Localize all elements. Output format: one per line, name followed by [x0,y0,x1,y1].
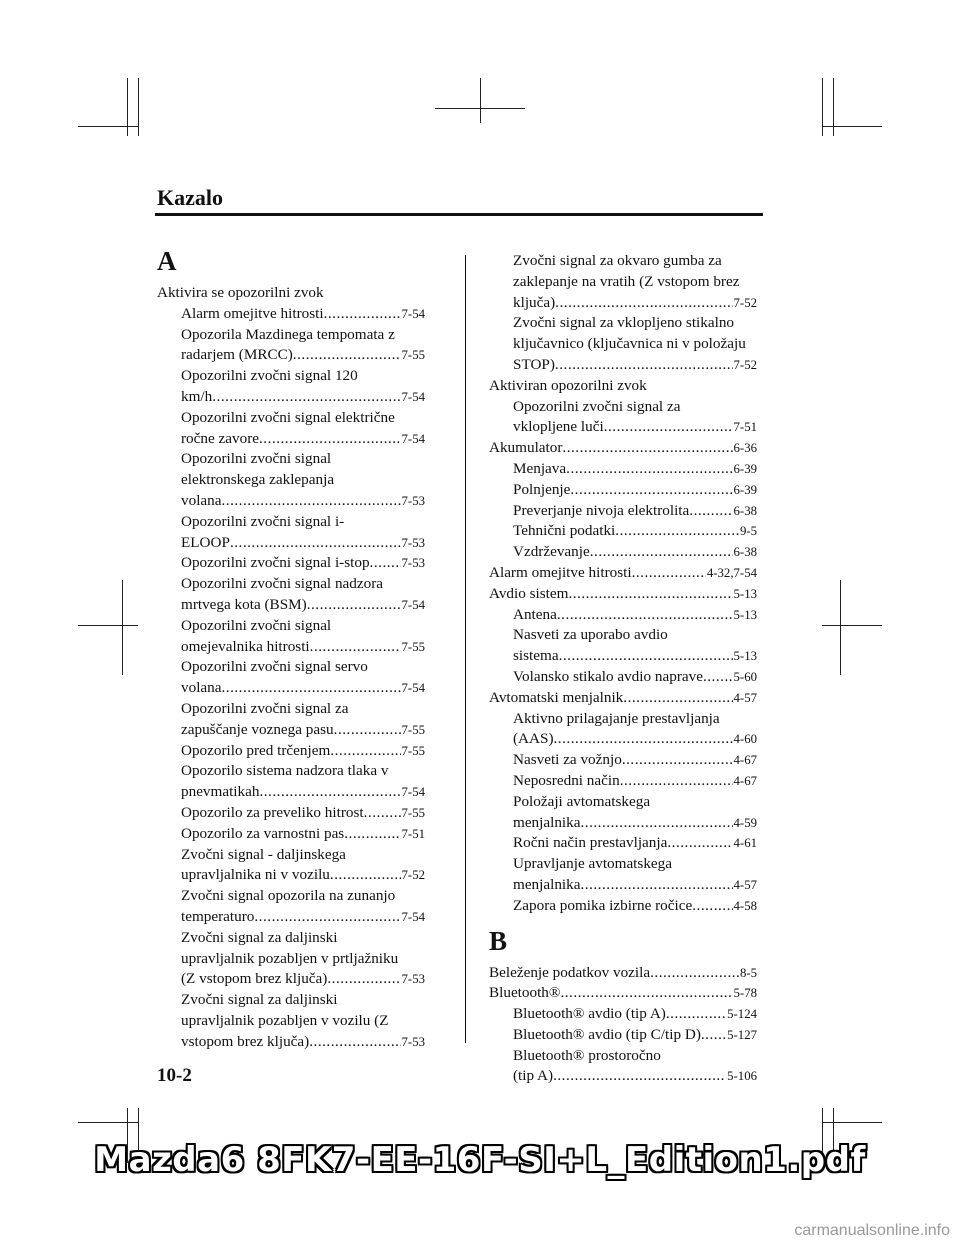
dot-leader [293,345,401,366]
index-entry [489,896,757,917]
dot-leader [310,637,401,658]
index-entry-text: Bluetooth® avdio (tip A) [513,1005,666,1023]
page-reference: 7-53 [401,556,425,571]
index-entry-line [157,657,425,678]
index-entry [157,345,425,366]
index-entry-text: Preverjanje nivoja elektrolita [513,501,690,519]
page-reference: 7-52 [401,868,425,883]
index-entry-text: Avtomatski menjalnik [489,688,624,706]
index-entry-line [489,854,757,875]
index-entry-text: Upravljanje avtomatskega [513,855,672,873]
index-entry [489,750,757,771]
index-entry-text: upravljalnik pozabljen v vozilu (Z [181,1011,389,1029]
index-entry-text: upravljalnika ni v vozilu [181,866,330,884]
index-entry-line [489,313,757,334]
index-entry-line [157,366,425,387]
index-entry-text: Aktivno prilagajanje prestavljanja [513,709,720,727]
page-reference: 4-60 [733,732,757,747]
page-reference: 5-106 [727,1069,757,1084]
index-entry-text: Bluetooth® avdio (tip C/tip D) [513,1025,701,1043]
left-index-column [157,245,425,1052]
dot-leader [623,688,732,709]
index-entry-text: menjalnika [513,875,581,893]
index-entry-text: radarjem (MRCC) [181,346,293,364]
page-reference: 5-124 [727,1007,757,1022]
index-entry-text: Opozorilni zvočni signal 120 [181,367,358,385]
page-reference: 4-57 [733,877,757,892]
right-index-column [489,251,757,1087]
crop-mark [78,1122,138,1123]
index-entry-text: Opozorilni zvočni signal električne [181,408,395,426]
dot-leader [604,417,733,438]
index-entry [489,584,757,605]
index-entry-line [489,1046,757,1067]
index-entry-text: volana [181,491,222,509]
page-reference: 7-54 [401,306,425,321]
page-reference: 4-58 [733,898,757,913]
index-entry-text: Položaji avtomatskega [513,792,651,810]
dot-leader [560,983,732,1004]
index-entry-text: (Z vstopom brez ključa) [181,970,328,988]
index-entry-text: Bluetooth® [489,984,561,1002]
index-entry-text: vklopljene luči [513,418,604,436]
index-entry-text: Opozorila Mazdinega tempomata z [181,325,395,343]
index-entry-line [157,574,425,595]
index-entry-line [157,470,425,491]
index-entry-text: Opozorilni zvočni signal i- [181,512,345,530]
dot-leader [230,533,401,554]
index-entry-text: menjalnika [513,813,581,831]
index-entry-line [157,928,425,949]
index-entry [157,553,425,574]
index-entry-text: Zvočni signal - daljinskega [181,845,346,863]
crop-mark [822,126,882,127]
page-reference: 7-54 [401,681,425,696]
index-entry-text: temperaturo [181,907,255,925]
index-entry-line [157,949,425,970]
dot-leader [580,875,732,896]
footer-filename: Mazda6 8FK7-EE-16F-SI+L_Edition1.pdf [94,1140,866,1180]
index-entry-text: Zapora pomika izbirne ročice [513,896,693,914]
page-reference: 8-5 [739,965,757,980]
dot-leader [566,459,732,480]
page-reference: 7-55 [401,639,425,654]
column-divider [465,255,466,1043]
index-entry-text: zaklepanje na vratih (Z vstopom brez [513,272,740,290]
index-entry [489,521,757,542]
dot-leader [692,896,732,917]
dot-leader [667,833,732,854]
index-entry-text: Nasveti za vožnjo [513,751,622,769]
index-entry-text: ELOOP [181,533,230,551]
index-entry-text: Tehnični podatki [513,522,616,540]
page-reference: 4-32,7-54 [706,565,757,580]
page-number: 10-2 [157,1065,192,1086]
index-entry-line [157,845,425,866]
crop-mark [122,580,123,675]
dot-leader [212,387,400,408]
index-entry-text: Alarm omejitve hitrosti [181,304,324,322]
dot-leader [615,521,739,542]
index-entry-text: elektronskega zaklepanja [181,471,335,489]
page-reference: 7-53 [401,535,425,550]
dot-leader [254,907,400,928]
index-entry-text: (tip A) [513,1067,554,1085]
crop-mark [833,78,834,136]
page-reference: 5-127 [727,1027,757,1042]
dot-leader [259,782,400,803]
dot-leader [334,720,401,741]
index-entry-text: ključa) [513,293,556,311]
index-entry-text: Bluetooth® prostoročno [513,1046,661,1064]
dot-leader [689,501,732,522]
dot-leader [307,595,401,616]
index-entry [157,741,425,762]
dot-leader [622,750,733,771]
index-entry-line [489,625,757,646]
crop-mark [822,1122,882,1123]
page-reference: 7-55 [401,348,425,363]
page-reference: 6-39 [733,461,757,476]
index-entry [489,355,757,376]
index-entry-text: Opozorilni zvočni signal nadzora [181,575,384,593]
page-reference: 7-54 [401,909,425,924]
dot-leader [309,1032,400,1053]
page-reference: 4-67 [733,773,757,788]
page-reference: 7-51 [401,826,425,841]
crop-mark [840,580,841,675]
index-entry [489,480,757,501]
dot-leader [221,678,400,699]
dot-leader [559,646,733,667]
index-entry [157,678,425,699]
dot-leader [330,865,401,886]
dot-leader [344,824,400,845]
index-entry-line [157,616,425,637]
index-entry-line [157,886,425,907]
index-entry-line [489,272,757,293]
index-entry-line [489,251,757,272]
index-entry [157,865,425,886]
dot-leader [570,480,732,501]
page-reference: 7-52 [733,295,757,310]
index-entry-text: Opozorilo sistema nadzora tlaka v [181,762,389,780]
index-entry-text: Volansko stikalo avdio naprave [513,667,703,685]
index-entry [157,803,425,824]
index-entry [157,387,425,408]
index-entry [157,637,425,658]
page-reference: 7-53 [401,972,425,987]
index-entry [489,983,757,1004]
index-entry-text: Zvočni signal za daljinski [181,991,338,1009]
index-entry-line [157,408,425,429]
index-entry [489,1004,757,1025]
index-entry-text: Antena [513,605,557,623]
dot-leader [554,729,733,750]
index-entry-text: Opozorilo za varnostni pas [181,824,345,842]
index-entry [489,667,757,688]
dot-leader [324,304,401,325]
index-entry-text: Nasveti za uporabo avdio [513,626,668,644]
page-reference: 6-38 [733,545,757,560]
index-entry [157,533,425,554]
dot-leader [370,553,401,574]
index-entry-text: mrtvega kota (BSM) [181,595,307,613]
index-entry-text: Aktiviran opozorilni zvok [489,376,647,394]
page-reference: 6-39 [733,482,757,497]
dot-leader [553,1066,726,1087]
index-entry-line [157,512,425,533]
dot-leader [666,1004,726,1025]
page-reference: 7-55 [401,722,425,737]
index-entry-text: Alarm omejitve hitrosti [489,563,632,581]
index-entry [157,429,425,450]
dot-leader [703,667,733,688]
index-entry [489,293,757,314]
page-reference: 5-13 [733,586,757,601]
crop-mark [480,78,481,123]
index-entry [157,304,425,325]
crop-mark [78,625,138,626]
dot-leader [221,491,400,512]
page-title: Kazalo [157,185,223,210]
header-rule [155,213,763,216]
index-entry [157,720,425,741]
index-entry [489,563,757,584]
index-entry-text: ročne zavore [181,429,259,447]
index-entry-text: Beleženje podatkov vozila [489,963,651,981]
index-entry [489,1066,757,1087]
dot-leader [330,741,400,762]
index-entry-text: pnevmatikah [181,783,260,801]
crop-mark [822,78,823,136]
index-entry-line [157,761,425,782]
index-entry [489,438,757,459]
index-entry [157,491,425,512]
index-entry-line [157,283,425,304]
index-entry [489,501,757,522]
index-entry-line [489,792,757,813]
index-entry-text: Avdio sistem [489,584,569,602]
page-reference: 7-55 [401,805,425,820]
page-reference: 7-51 [733,420,757,435]
dot-leader [632,563,706,584]
dot-leader [555,293,732,314]
crop-mark [822,625,882,626]
index-entry-text: STOP) [513,355,555,373]
dot-leader [364,803,401,824]
index-entry [157,907,425,928]
dot-leader [650,963,739,984]
index-entry-line [489,397,757,418]
page-reference: 9-5 [739,524,757,539]
index-entry [489,875,757,896]
page-reference: 6-38 [733,503,757,518]
index-entry-text: ključavnico (ključavnica ni v položaju [513,335,746,353]
index-entry [489,771,757,792]
index-entry [489,417,757,438]
index-entry-text: Opozorilo pred trčenjem [181,741,331,759]
index-entry-text: Opozorilni zvočni signal za [181,699,349,717]
dot-leader [701,1025,726,1046]
index-entry-text: Zvočni signal opozorila na zunanjo [181,887,396,905]
index-entry-text: Opozorilo za preveliko hitrost [181,803,364,821]
page-reference: 7-54 [401,597,425,612]
page-reference: 7-53 [401,493,425,508]
index-entry [157,824,425,845]
page-reference: 4-67 [733,753,757,768]
crop-mark [138,78,139,136]
index-entry [489,646,757,667]
page-reference: 5-13 [733,649,757,664]
index-entry-text: Ročni način prestavljanja [513,834,668,852]
page-reference: 6-36 [733,441,757,456]
index-entry [489,605,757,626]
page-reference: 4-59 [733,815,757,830]
index-entry-text: Opozorilni zvočni signal [181,616,332,634]
index-entry-text: volana [181,679,222,697]
index-entry [157,1032,425,1053]
index-entry [489,459,757,480]
dot-leader [590,542,733,563]
index-entry-line [157,699,425,720]
index-entry [489,542,757,563]
crop-mark [127,78,128,136]
index-entry [489,963,757,984]
dot-leader [557,605,733,626]
index-entry-text: Polnjenje [513,480,571,498]
index-entry [157,595,425,616]
index-entry-line [157,325,425,346]
index-entry [157,969,425,990]
dot-leader [568,584,732,605]
page-reference: 5-78 [733,986,757,1001]
index-entry [489,688,757,709]
page-reference: 7-55 [401,743,425,758]
page-reference: 7-54 [401,389,425,404]
index-entry-line [489,334,757,355]
dot-leader [327,969,400,990]
page-reference: 7-52 [733,357,757,372]
index-entry-text: Opozorilni zvočni signal [181,450,332,468]
index-entry-text: omejevalnika hitrosti [181,637,310,655]
index-entry-text: Opozorilni zvočni signal servo [181,658,368,676]
page-reference: 4-61 [733,836,757,851]
dot-leader [555,355,733,376]
index-entry-text: Vzdrževanje [513,543,590,561]
dot-leader [580,813,732,834]
index-entry-text: Zvočni signal za daljinski [181,928,338,946]
index-entry-line [157,449,425,470]
index-entry-text: vstopom brez ključa) [181,1032,310,1050]
index-entry-text: upravljalnik pozabljen v prtljažniku [181,949,399,967]
index-entry-line [157,990,425,1011]
watermark: carmanualsonline.info [794,1222,950,1239]
index-entry-line [489,376,757,397]
page-reference: 7-54 [401,785,425,800]
index-entry-text: Opozorilni zvočni signal i-stop [181,554,370,572]
dot-leader [259,429,401,450]
index-entry-line [489,709,757,730]
index-entry-text: sistema [513,647,559,665]
dot-leader [562,438,732,459]
index-entry-text: Opozorilni zvočni signal za [513,397,681,415]
index-entry-text: (AAS) [513,730,554,748]
index-entry [489,813,757,834]
index-entry-text: km/h [181,387,213,405]
index-entry-line [157,1011,425,1032]
section-letter-a: A [157,246,177,276]
crop-mark [435,108,525,109]
page-reference: 5-60 [733,669,757,684]
index-entry-text: zapuščanje voznega pasu [181,720,334,738]
index-entry-text: Neposredni način [513,771,620,789]
index-entry-text: Zvočni signal za vklopljeno stikalno [513,314,735,332]
index-entry [157,782,425,803]
section-letter-b: B [489,925,508,956]
page-reference: 5-13 [733,607,757,622]
page-reference: 7-53 [401,1034,425,1049]
index-entry [489,729,757,750]
crop-mark [78,126,138,127]
page-reference: 4-57 [733,690,757,705]
index-entry [489,1025,757,1046]
index-entry [489,833,757,854]
index-entry-text: Akumulator [489,439,563,457]
index-entry-text: Zvočni signal za okvaro gumba za [513,252,722,269]
dot-leader [620,771,733,792]
index-entry-text: Aktivira se opozorilni zvok [157,284,324,301]
index-entry-text: Menjava [513,459,567,477]
page-reference: 7-54 [401,431,425,446]
